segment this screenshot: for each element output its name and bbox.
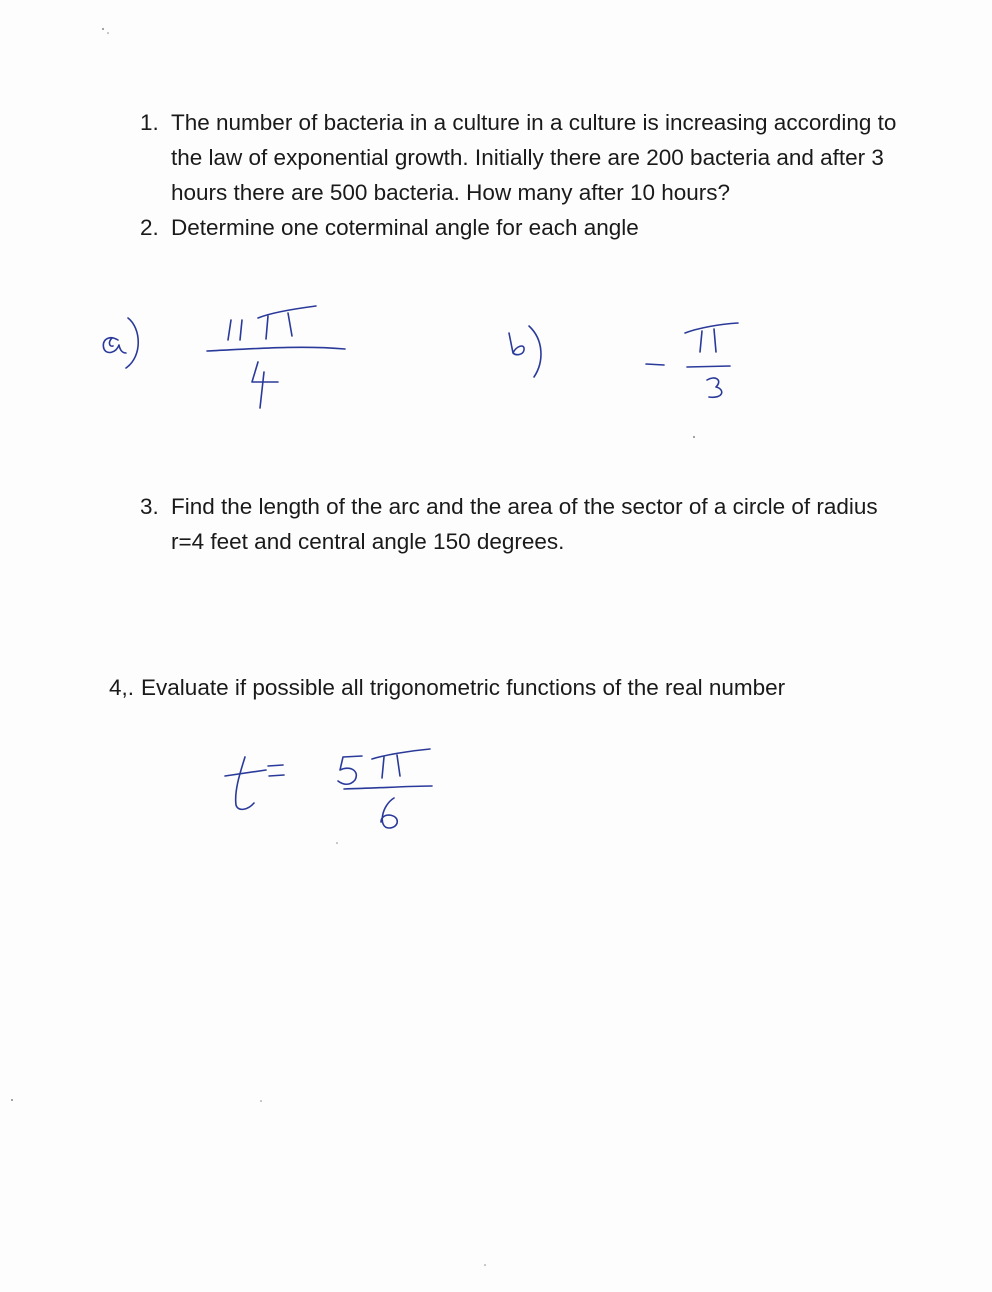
question-text: Find the length of the arc and the area of the sector of a circle of radius r=4 feet and central angle 150 degrees. xyxy=(171,494,878,554)
handwritten-part-a xyxy=(103,306,345,408)
question-text: Determine one coterminal angle for each angle xyxy=(171,215,639,240)
question-1 xyxy=(140,105,900,210)
handwritten-t-value xyxy=(225,749,432,828)
question-number: 1. xyxy=(140,110,159,135)
question-3 xyxy=(140,489,900,559)
question-text: Evaluate if possible all trigonometric functions of the real number xyxy=(141,675,786,700)
question-list xyxy=(140,105,900,245)
handwritten-part-b xyxy=(509,323,738,397)
question-2 xyxy=(140,210,900,245)
question-number: 4,. xyxy=(109,675,135,700)
question-4 xyxy=(109,670,909,705)
question-text: The number of bacteria in a culture in a culture is increasing according to the law of exponential growth. Initially there are 200 bacteria and after 3 hours there are 500 bacteria. How many after 10 hours? xyxy=(171,110,897,205)
question-number: 2. xyxy=(140,215,159,240)
question-number: 3. xyxy=(140,494,159,519)
